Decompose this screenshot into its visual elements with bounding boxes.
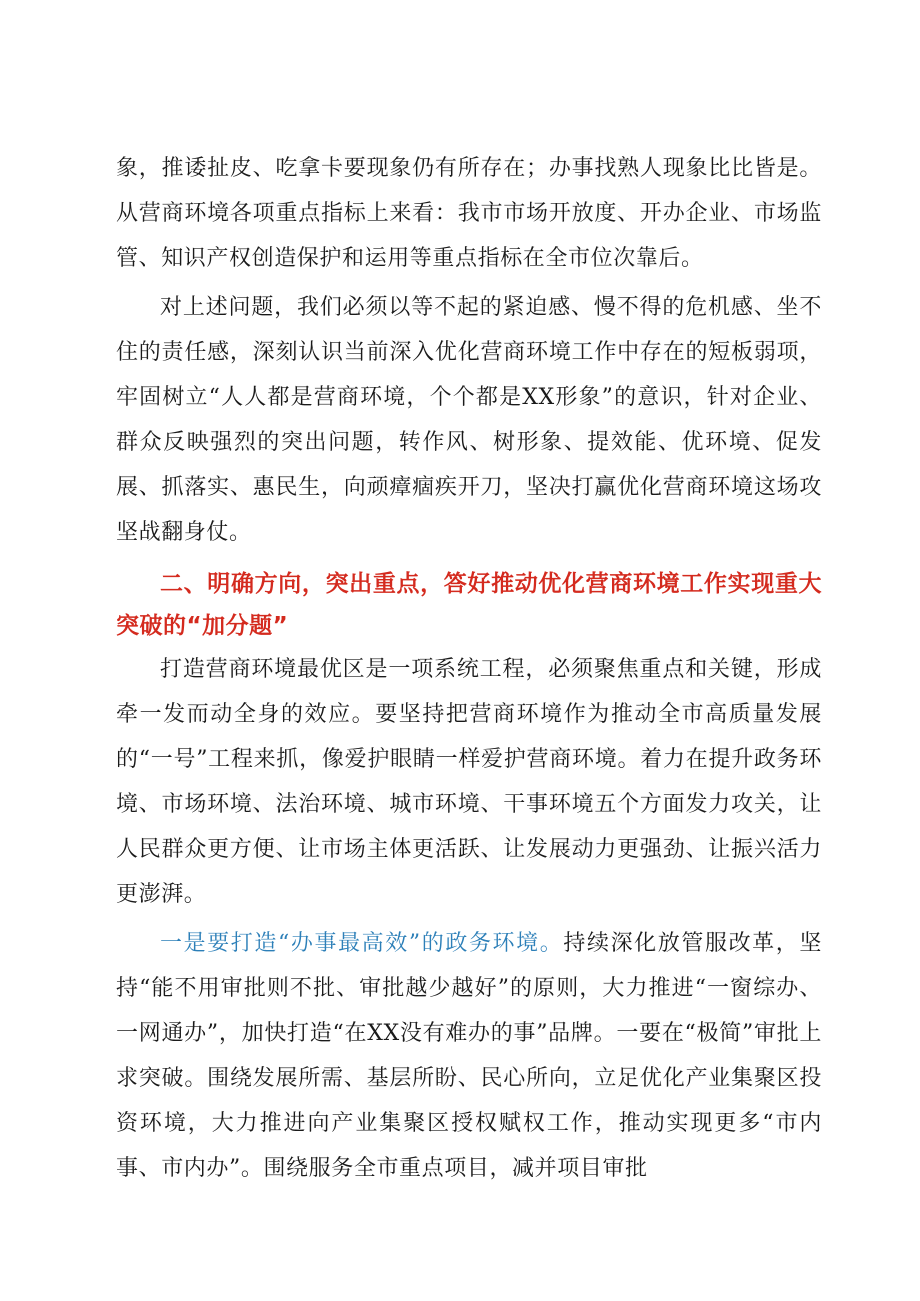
paragraph-government-environment <box>116 921 822 1191</box>
paragraph-problems-continued: 象，推诿扯皮、吃拿卡要现象仍有所存在；办事找熟人现象比比皆是。从营商环境各项重点指标上来看：我市市场开放度、开办企业、市场监管、知识产权创造保护和运用等重点指标在全市位次靠后。 <box>116 156 822 271</box>
section-heading-2: 二、明确方向，突出重点，答好推动优化营商环境工作实现重大突破的“加分题” <box>116 571 822 639</box>
paragraph-body: 持续深化放管服改革，坚持“能不用审批则不批、审批越少越好”的原则，大力推进“一窗综办、一网通办”，加快打造“在XX没有难办的事”品牌。一要在“极简”审批上求突破。围绕发展所需、基层所盼、民心所向，立足优化产业集聚区投资环境，大力推进向产业集聚区授权赋权工作，推动实现更多“市内事、市内办”。围绕服务全市重点项目，减并项目审批 <box>116 931 822 1181</box>
paragraph-system-engineering: 打造营商环境最优区是一项系统工程，必须聚焦重点和关键，形成牵一发而动全身的效应。要坚持把营商环境作为推动全市高质量发展的“一号”工程来抓，像爱护眼睛一样爱护营商环境。着力在提升政务环境、市场环境、法治环境、城市环境、干事环境五个方面发力攻关，让人民群众更方便、让市场主体更活跃、让发展动力更强劲、让振兴活力更澎湃。 <box>116 657 822 907</box>
document-page <box>116 146 822 1191</box>
paragraph-urgency: 对上述问题，我们必须以等不起的紧迫感、慢不得的危机感、坐不住的责任感，深刻认识当前深入优化营商环境工作中存在的短板弱项，牢固树立“人人都是营商环境，个个都是XX形象”的意识，针对企业、群众反映强烈的突出问题，转作风、树形象、提效能、优环境、促发展、抓落实、惠民生，向顽瘴痼疾开刀，坚决打赢优化营商环境这场攻坚战翻身仗。 <box>116 295 822 545</box>
paragraph-lead-emphasis: 一是要打造“办事最高效”的政务环境。 <box>160 931 564 956</box>
